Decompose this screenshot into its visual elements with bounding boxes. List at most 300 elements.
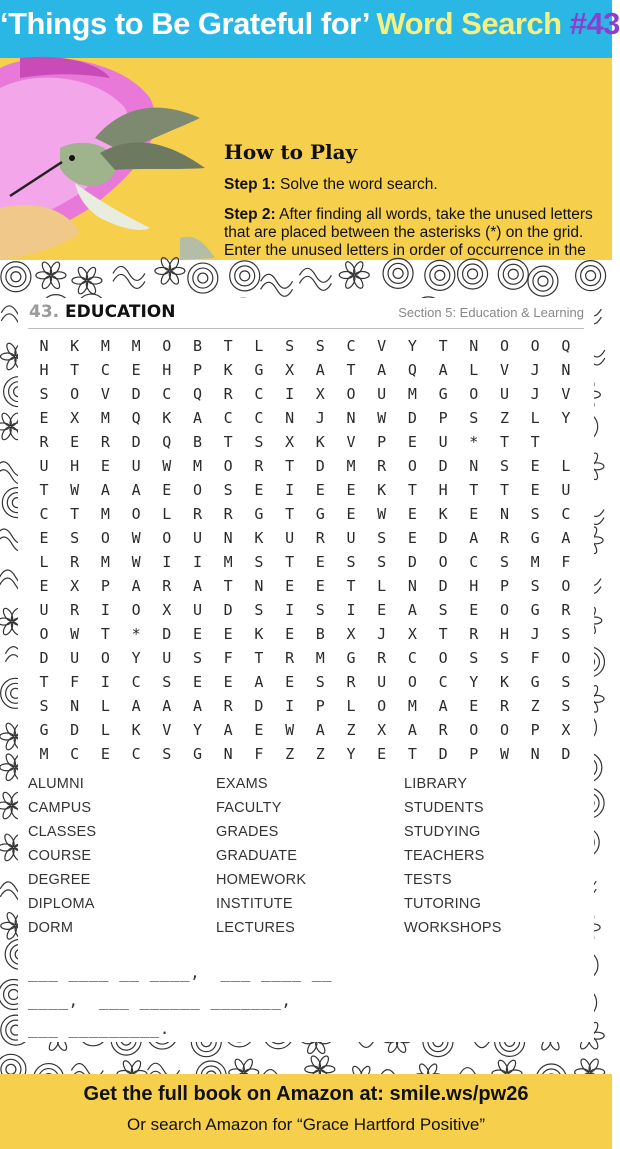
grid-cell[interactable]: M (100, 409, 110, 427)
grid-cell[interactable]: R (377, 457, 387, 475)
grid-cell[interactable]: R (70, 601, 80, 619)
grid-cell[interactable]: X (285, 433, 295, 451)
grid-cell[interactable]: N (407, 577, 417, 595)
grid-cell[interactable]: E (530, 481, 540, 499)
grid-cell[interactable]: N (39, 337, 49, 355)
grid-cell[interactable]: D (438, 529, 448, 547)
grid-cell[interactable]: P (377, 433, 387, 451)
grid-cell[interactable]: E (346, 505, 356, 523)
grid-cell[interactable]: F (223, 649, 233, 667)
grid-cell[interactable]: I (285, 481, 295, 499)
grid-cell[interactable]: T (285, 553, 295, 571)
grid-cell[interactable]: H (162, 361, 172, 379)
grid-cell[interactable]: N (223, 529, 233, 547)
grid-cell[interactable]: Z (499, 409, 510, 427)
grid-cell[interactable]: T (438, 625, 448, 643)
grid-cell[interactable]: G (438, 385, 448, 403)
grid-cell[interactable]: C (407, 649, 417, 667)
grid-cell[interactable]: S (39, 385, 49, 403)
grid-cell[interactable]: D (162, 625, 172, 643)
grid-cell[interactable]: L (346, 697, 356, 715)
grid-cell[interactable]: * (131, 625, 141, 643)
grid-cell[interactable]: S (315, 673, 325, 691)
grid-cell[interactable]: C (100, 361, 110, 379)
grid-cell[interactable]: W (377, 505, 387, 523)
grid-cell[interactable]: N (285, 409, 295, 427)
grid-cell[interactable]: M (131, 337, 141, 355)
grid-cell[interactable]: I (285, 697, 295, 715)
grid-cell[interactable]: Q (162, 433, 172, 451)
grid-cell[interactable]: G (315, 505, 325, 523)
grid-cell[interactable]: R (70, 553, 80, 571)
grid-cell[interactable]: A (131, 577, 141, 595)
grid-cell[interactable]: Y (469, 673, 479, 691)
grid-cell[interactable]: O (346, 385, 356, 403)
grid-cell[interactable]: U (39, 457, 49, 475)
grid-cell[interactable]: P (315, 697, 325, 715)
grid-cell[interactable]: D (131, 385, 141, 403)
grid-cell[interactable]: J (315, 409, 325, 427)
grid-cell[interactable]: O (131, 505, 141, 523)
grid-cell[interactable]: R (223, 385, 233, 403)
grid-cell[interactable]: K (377, 481, 387, 499)
grid-cell[interactable]: T (39, 673, 49, 691)
grid-cell[interactable]: M (530, 553, 540, 571)
grid-cell[interactable]: W (377, 409, 387, 427)
grid-cell[interactable]: W (70, 481, 80, 499)
grid-cell[interactable]: O (438, 553, 448, 571)
grid-cell[interactable]: C (223, 409, 233, 427)
grid-cell[interactable]: E (407, 433, 417, 451)
grid-cell[interactable]: G (530, 673, 540, 691)
grid-cell[interactable]: K (499, 673, 510, 691)
grid-cell[interactable]: G (254, 505, 264, 523)
grid-cell[interactable]: O (407, 457, 417, 475)
grid-cell[interactable]: A (438, 697, 448, 715)
grid-cell[interactable]: G (530, 601, 540, 619)
grid-cell[interactable]: K (254, 625, 264, 643)
grid-cell[interactable]: E (70, 433, 80, 451)
grid-cell[interactable]: F (530, 649, 540, 667)
grid-cell[interactable]: S (377, 529, 387, 547)
grid-cell[interactable]: S (162, 745, 172, 763)
grid-cell[interactable]: S (530, 577, 540, 595)
grid-cell[interactable]: J (530, 385, 540, 403)
grid-cell[interactable]: E (469, 505, 479, 523)
grid-cell[interactable]: Y (346, 745, 356, 763)
grid-cell[interactable]: U (561, 481, 571, 499)
grid-cell[interactable]: E (254, 721, 264, 739)
grid-cell[interactable]: M (39, 745, 49, 763)
dash-line[interactable]: ___ ____ __ ____, ___ ____ __ (28, 963, 332, 982)
grid-cell[interactable]: I (100, 601, 110, 619)
grid-cell[interactable]: A (407, 721, 417, 739)
grid-cell[interactable]: X (407, 625, 417, 643)
grid-cell[interactable]: B (192, 337, 203, 355)
grid-cell[interactable]: O (223, 457, 233, 475)
grid-cell[interactable]: D (223, 601, 233, 619)
grid-cell[interactable]: V (499, 361, 510, 379)
grid-cell[interactable]: L (469, 361, 479, 379)
grid-cell[interactable]: R (377, 649, 387, 667)
grid-cell[interactable]: L (377, 577, 387, 595)
grid-cell[interactable]: C (131, 745, 141, 763)
grid-cell[interactable]: S (469, 409, 479, 427)
grid-cell[interactable]: T (530, 433, 540, 451)
grid-cell[interactable]: U (285, 529, 295, 547)
grid-cell[interactable]: G (254, 361, 264, 379)
grid-cell[interactable]: K (70, 337, 80, 355)
grid-cell[interactable]: Y (407, 337, 417, 355)
grid-cell[interactable]: E (39, 577, 49, 595)
grid-cell[interactable]: N (469, 337, 479, 355)
grid-cell[interactable]: O (407, 673, 417, 691)
grid-cell[interactable]: E (162, 481, 172, 499)
grid-cell[interactable]: A (192, 577, 203, 595)
grid-cell[interactable]: M (100, 337, 110, 355)
grid-cell[interactable]: N (70, 697, 80, 715)
grid-cell[interactable]: C (346, 337, 356, 355)
grid-cell[interactable]: G (530, 529, 540, 547)
grid-cell[interactable]: X (561, 721, 571, 739)
grid-cell[interactable]: N (561, 361, 571, 379)
grid-cell[interactable]: D (70, 721, 80, 739)
grid-cell[interactable]: P (499, 577, 510, 595)
grid-cell[interactable]: M (407, 385, 417, 403)
grid-cell[interactable]: G (39, 721, 49, 739)
grid-cell[interactable]: W (499, 745, 510, 763)
grid-cell[interactable]: E (285, 577, 295, 595)
grid-cell[interactable]: L (561, 457, 571, 475)
grid-cell[interactable]: S (285, 337, 295, 355)
grid-cell[interactable]: I (285, 601, 295, 619)
grid-cell[interactable]: E (39, 409, 49, 427)
grid-cell[interactable]: W (131, 529, 141, 547)
grid-cell[interactable]: K (254, 529, 264, 547)
grid-cell[interactable]: L (530, 409, 540, 427)
grid-cell[interactable]: T (223, 433, 233, 451)
grid-cell[interactable]: Z (285, 745, 295, 763)
grid-cell[interactable]: E (285, 673, 295, 691)
grid-cell[interactable]: O (100, 529, 110, 547)
grid-cell[interactable]: C (561, 505, 571, 523)
grid-cell[interactable]: P (469, 745, 479, 763)
grid-cell[interactable]: K (438, 505, 448, 523)
grid-cell[interactable]: D (315, 457, 325, 475)
grid-cell[interactable]: S (561, 673, 571, 691)
grid-cell[interactable]: R (254, 457, 264, 475)
grid-cell[interactable]: A (100, 481, 110, 499)
grid-cell[interactable]: E (285, 625, 295, 643)
grid-cell[interactable]: S (315, 601, 325, 619)
grid-cell[interactable]: E (377, 745, 387, 763)
grid-cell[interactable]: O (499, 337, 510, 355)
grid-cell[interactable]: E (530, 457, 540, 475)
grid-cell[interactable]: E (407, 505, 417, 523)
grid-cell[interactable]: O (499, 721, 510, 739)
grid-cell[interactable]: T (407, 481, 417, 499)
grid-cell[interactable]: Q (131, 409, 141, 427)
grid-cell[interactable]: L (162, 505, 172, 523)
grid-cell[interactable]: X (70, 409, 80, 427)
grid-cell[interactable]: E (192, 625, 203, 643)
grid-cell[interactable]: L (254, 337, 264, 355)
grid-cell[interactable]: C (254, 385, 264, 403)
grid-cell[interactable]: J (530, 361, 540, 379)
grid-cell[interactable]: O (377, 697, 387, 715)
grid-cell[interactable]: S (561, 625, 571, 643)
grid-cell[interactable]: S (561, 697, 571, 715)
grid-cell[interactable]: C (162, 385, 172, 403)
grid-cell[interactable]: T (100, 625, 110, 643)
grid-cell[interactable]: X (162, 601, 172, 619)
grid-cell[interactable]: A (131, 697, 141, 715)
grid-cell[interactable]: X (315, 385, 325, 403)
grid-cell[interactable]: Z (315, 745, 325, 763)
grid-cell[interactable]: R (100, 433, 110, 451)
grid-cell[interactable]: X (70, 577, 80, 595)
grid-cell[interactable]: N (530, 745, 540, 763)
grid-cell[interactable]: S (438, 601, 448, 619)
grid-cell[interactable]: K (223, 361, 233, 379)
grid-cell[interactable]: V (377, 337, 387, 355)
grid-cell[interactable]: M (192, 457, 203, 475)
grid-cell[interactable]: P (530, 721, 540, 739)
grid-cell[interactable]: U (70, 649, 80, 667)
grid-cell[interactable]: C (39, 505, 49, 523)
grid-cell[interactable]: E (100, 457, 110, 475)
grid-cell[interactable]: Q (192, 385, 203, 403)
grid-cell[interactable]: O (530, 337, 540, 355)
grid-cell[interactable]: T (346, 361, 356, 379)
grid-cell[interactable]: M (407, 697, 417, 715)
grid-cell[interactable]: T (438, 337, 448, 355)
grid-cell[interactable]: A (192, 409, 203, 427)
grid-cell[interactable]: A (469, 529, 479, 547)
grid-cell[interactable]: F (561, 553, 571, 571)
grid-cell[interactable]: Z (346, 721, 356, 739)
grid-cell[interactable]: I (100, 673, 110, 691)
grid-cell[interactable]: T (39, 481, 49, 499)
grid-cell[interactable]: H (39, 361, 49, 379)
grid-cell[interactable]: A (407, 601, 417, 619)
grid-cell[interactable]: O (469, 721, 479, 739)
grid-cell[interactable]: U (499, 385, 510, 403)
grid-cell[interactable]: A (223, 721, 233, 739)
grid-cell[interactable]: Y (192, 721, 203, 739)
grid-cell[interactable]: D (438, 457, 448, 475)
grid-cell[interactable]: A (254, 673, 264, 691)
grid-cell[interactable]: D (407, 553, 417, 571)
grid-cell[interactable]: E (315, 481, 325, 499)
grid-cell[interactable]: W (162, 457, 172, 475)
grid-cell[interactable]: V (346, 433, 356, 451)
grid-cell[interactable]: T (70, 361, 80, 379)
grid-cell[interactable]: M (100, 553, 110, 571)
dash-line[interactable]: ___ _________. (28, 1019, 170, 1038)
grid-cell[interactable]: R (438, 721, 448, 739)
grid-cell[interactable]: L (39, 553, 49, 571)
grid-cell[interactable]: A (438, 361, 448, 379)
grid-cell[interactable]: S (223, 481, 233, 499)
dash-line[interactable]: ____, ___ ______ _______, (28, 991, 292, 1010)
grid-cell[interactable]: B (315, 625, 325, 643)
grid-cell[interactable]: C (469, 553, 479, 571)
grid-cell[interactable]: F (70, 673, 80, 691)
footer-link[interactable]: smile.ws/pw26 (389, 1083, 529, 1105)
grid-cell[interactable]: I (346, 601, 356, 619)
grid-cell[interactable]: T (346, 577, 356, 595)
grid-cell[interactable]: I (162, 553, 172, 571)
grid-cell[interactable]: R (223, 505, 233, 523)
grid-cell[interactable]: I (192, 553, 203, 571)
grid-cell[interactable]: O (131, 601, 141, 619)
grid-cell[interactable]: E (223, 625, 233, 643)
grid-cell[interactable]: S (70, 529, 80, 547)
grid-cell[interactable]: N (469, 457, 479, 475)
grid-cell[interactable]: G (346, 649, 356, 667)
grid-cell[interactable]: S (499, 553, 510, 571)
grid-cell[interactable]: E (407, 529, 417, 547)
grid-cell[interactable]: O (162, 337, 172, 355)
grid-cell[interactable]: T (285, 457, 295, 475)
grid-cell[interactable]: S (254, 553, 264, 571)
grid-cell[interactable]: U (39, 601, 49, 619)
grid-cell[interactable]: S (469, 649, 479, 667)
grid-cell[interactable]: S (377, 553, 387, 571)
grid-cell[interactable]: C (254, 409, 264, 427)
grid-cell[interactable]: R (499, 529, 510, 547)
grid-cell[interactable]: S (315, 337, 325, 355)
grid-cell[interactable]: P (100, 577, 110, 595)
grid-cell[interactable]: J (377, 625, 387, 643)
grid-cell[interactable]: Q (407, 361, 417, 379)
grid-cell[interactable]: Z (530, 697, 540, 715)
grid-cell[interactable]: E (254, 481, 264, 499)
grid-cell[interactable]: A (377, 361, 387, 379)
grid-cell[interactable]: T (407, 745, 417, 763)
grid-cell[interactable]: P (192, 361, 203, 379)
grid-cell[interactable]: O (469, 385, 479, 403)
grid-cell[interactable]: R (39, 433, 49, 451)
grid-cell[interactable]: T (223, 337, 233, 355)
grid-cell[interactable]: F (254, 745, 264, 763)
grid-cell[interactable]: * (469, 433, 479, 451)
grid-cell[interactable]: D (39, 649, 49, 667)
grid-cell[interactable]: U (438, 433, 448, 451)
grid-cell[interactable]: O (561, 649, 571, 667)
grid-cell[interactable]: U (192, 529, 203, 547)
grid-cell[interactable]: V (100, 385, 110, 403)
grid-cell[interactable]: E (223, 673, 233, 691)
grid-cell[interactable]: S (162, 673, 172, 691)
grid-cell[interactable]: T (499, 433, 510, 451)
grid-cell[interactable]: M (315, 649, 325, 667)
grid-cell[interactable]: E (131, 361, 141, 379)
grid-cell[interactable]: A (315, 721, 325, 739)
grid-cell[interactable]: S (254, 601, 264, 619)
grid-cell[interactable]: N (499, 505, 510, 523)
grid-cell[interactable]: V (162, 721, 172, 739)
grid-cell[interactable]: O (39, 625, 49, 643)
grid-cell[interactable]: R (223, 697, 233, 715)
grid-cell[interactable]: S (39, 697, 49, 715)
grid-cell[interactable]: D (438, 745, 448, 763)
grid-cell[interactable]: N (223, 745, 233, 763)
grid-cell[interactable]: O (499, 601, 510, 619)
grid-cell[interactable]: A (192, 697, 203, 715)
grid-cell[interactable]: V (561, 385, 571, 403)
grid-cell[interactable]: T (70, 505, 80, 523)
grid-cell[interactable]: S (254, 433, 264, 451)
grid-cell[interactable]: K (162, 409, 172, 427)
grid-cell[interactable]: T (223, 577, 233, 595)
grid-cell[interactable]: T (469, 481, 479, 499)
grid-cell[interactable]: T (499, 481, 510, 499)
grid-cell[interactable]: S (192, 649, 203, 667)
grid-cell[interactable]: H (70, 457, 80, 475)
grid-cell[interactable]: C (131, 673, 141, 691)
grid-cell[interactable]: E (377, 601, 387, 619)
grid-cell[interactable]: I (285, 385, 295, 403)
grid-cell[interactable]: E (315, 577, 325, 595)
grid-cell[interactable]: R (192, 505, 203, 523)
grid-cell[interactable]: X (346, 625, 356, 643)
grid-cell[interactable]: X (377, 721, 387, 739)
grid-cell[interactable]: W (285, 721, 295, 739)
grid-cell[interactable]: O (438, 649, 448, 667)
grid-cell[interactable]: H (469, 577, 479, 595)
grid-cell[interactable]: M (223, 553, 233, 571)
grid-cell[interactable]: R (162, 577, 172, 595)
grid-cell[interactable]: A (315, 361, 325, 379)
grid-cell[interactable]: D (407, 409, 417, 427)
grid-cell[interactable]: M (346, 457, 356, 475)
grid-cell[interactable]: A (131, 481, 141, 499)
grid-cell[interactable]: E (192, 673, 203, 691)
grid-cell[interactable]: R (285, 649, 295, 667)
grid-cell[interactable]: S (499, 457, 510, 475)
grid-cell[interactable]: E (469, 697, 479, 715)
grid-cell[interactable]: M (100, 505, 110, 523)
grid-cell[interactable]: R (499, 697, 510, 715)
grid-cell[interactable]: W (70, 625, 80, 643)
grid-cell[interactable]: K (315, 433, 325, 451)
grid-cell[interactable]: G (192, 745, 203, 763)
grid-cell[interactable]: U (131, 457, 141, 475)
grid-cell[interactable]: U (162, 649, 172, 667)
grid-cell[interactable]: R (346, 673, 356, 691)
grid-cell[interactable]: T (254, 649, 264, 667)
grid-cell[interactable]: X (285, 361, 295, 379)
grid-cell[interactable]: E (100, 745, 110, 763)
grid-cell[interactable]: D (131, 433, 141, 451)
grid-cell[interactable]: D (254, 697, 264, 715)
grid-cell[interactable]: R (561, 601, 571, 619)
grid-cell[interactable]: R (315, 529, 325, 547)
grid-cell[interactable]: K (131, 721, 141, 739)
grid-cell[interactable]: S (530, 505, 540, 523)
grid-cell[interactable]: U (192, 601, 203, 619)
grid-cell[interactable]: Y (561, 409, 571, 427)
grid-cell[interactable]: S (499, 649, 510, 667)
grid-cell[interactable]: D (561, 745, 571, 763)
grid-cell[interactable]: U (377, 385, 387, 403)
grid-cell[interactable]: S (346, 553, 356, 571)
grid-cell[interactable]: H (499, 625, 510, 643)
grid-cell[interactable]: O (70, 385, 80, 403)
grid-cell[interactable]: J (530, 625, 540, 643)
